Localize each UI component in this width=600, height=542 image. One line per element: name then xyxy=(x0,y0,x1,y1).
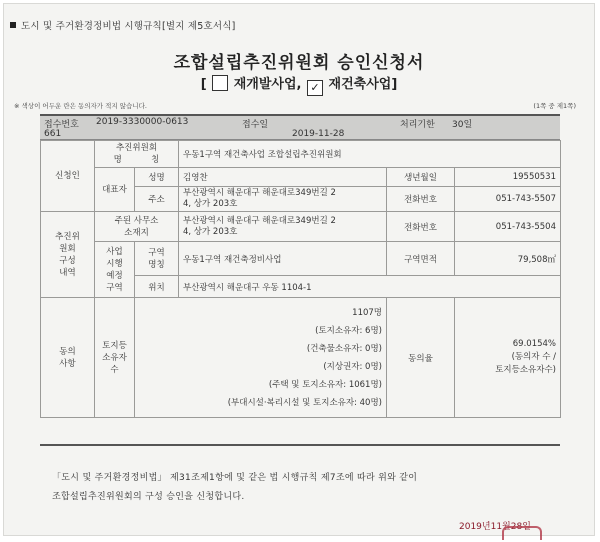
building-owners-count: (건축물소유자: 0명) xyxy=(306,343,382,354)
receipt-number-value: 2019-3330000-0613 xyxy=(96,117,189,127)
receipt-date-label: 접수일 xyxy=(242,120,269,130)
reconstruction-checkbox[interactable]: ✓ xyxy=(307,80,323,96)
address-value: 부산광역시 해운대구 해운대로349번길 2 4, 상가 203호 xyxy=(179,187,387,212)
zone-name-value: 우동1구역 재건축정비사업 xyxy=(179,242,387,276)
redevelopment-checkbox[interactable] xyxy=(212,75,228,91)
square-bullet-icon xyxy=(10,22,16,28)
office-phone-value: 051-743-5504 xyxy=(455,212,561,242)
seal-stamp-icon xyxy=(502,526,542,540)
location-label: 위치 xyxy=(135,276,179,298)
page-indicator: (1쪽 중 제1쪽) xyxy=(533,102,576,110)
table-row xyxy=(41,212,561,242)
location-value: 부산광역시 해운대구 우동 1104-1 xyxy=(179,276,561,298)
deadline-label: 처리기한 xyxy=(400,120,435,130)
owners-breakdown xyxy=(135,298,387,418)
reconstruction-label: 재건축사업] xyxy=(328,77,398,92)
project-area-label: 사업 시행 예정 구역 xyxy=(95,242,135,298)
committee-name-value: 우동1구역 재건축사업 조합설립추진위원회 xyxy=(179,141,561,168)
housing-land-owners-count: (주택 및 토지소유자: 1061명) xyxy=(268,379,382,390)
table-bottom-border xyxy=(40,444,560,446)
office-phone-label: 전화번호 xyxy=(387,212,455,242)
office-label: 주된 사무소 소재지 xyxy=(95,212,179,242)
application-date: 2019년11월28일 xyxy=(459,522,531,532)
declaration-line-1: 「도시 및 주거환경정비법」 제31조제1항에 및 같은 법 시행규칙 제7조에 따라 위와 같이 xyxy=(52,473,418,483)
committee-name-label: 추진위원회 명 칭 xyxy=(95,141,179,168)
table-row xyxy=(41,168,561,187)
table-row xyxy=(41,242,561,276)
consent-rate-label: 동의율 xyxy=(387,298,455,418)
name-label: 성명 xyxy=(135,168,179,187)
project-type-selector: [ 재개발사업, ✓ 재건축사업] xyxy=(200,77,398,94)
committee-section-label: 추진위 원회 구성 내역 xyxy=(41,212,95,298)
phone-value: 051-743-5507 xyxy=(455,187,561,212)
owners-count-label: 토지등 소유자 수 xyxy=(95,298,135,418)
shading-note: ※ 색상이 어두운 란은 동의자가 적지 않습니다. xyxy=(14,102,147,110)
receipt-date-value: 2019-11-28 xyxy=(292,129,345,139)
name-value: 김영찬 xyxy=(179,168,387,187)
declaration-line-2: 조합설립추진위원회의 구성 승인을 신청합니다. xyxy=(52,492,245,502)
application-table xyxy=(40,140,561,418)
land-owners-count: (토지소유자: 6명) xyxy=(315,325,382,336)
deadline-value: 30일 xyxy=(452,120,473,130)
redevelopment-label: 재개발사업, xyxy=(233,77,302,92)
birth-label: 생년월일 xyxy=(387,168,455,187)
office-value: 부산광역시 해운대구 해운대로349번길 2 4, 상가 203호 xyxy=(179,212,387,242)
surface-rights-count: (지상권자: 0명) xyxy=(323,361,382,372)
consent-rate-value: 69.0154% (동의자 수 / 토지등소유자수) xyxy=(455,298,561,418)
table-row xyxy=(41,141,561,168)
receipt-number-label: 접수번호 xyxy=(44,120,79,130)
table-row xyxy=(41,298,561,418)
address-label: 주소 xyxy=(135,187,179,212)
zone-area-value: 79,508㎡ xyxy=(455,242,561,276)
receipt-number-value-2: 661 xyxy=(44,129,62,139)
zone-name-label: 구역 명칭 xyxy=(135,242,179,276)
form-title: 조합설립추진위원회 승인신청서 xyxy=(173,53,425,73)
ancillary-owners-count: (부대시설·복리시설 및 토지소유자: 40명) xyxy=(227,397,382,408)
consent-section-label: 동의 사항 xyxy=(41,298,95,418)
zone-area-label: 구역면적 xyxy=(387,242,455,276)
receipt-header xyxy=(40,114,560,140)
representative-label: 대표자 xyxy=(95,168,135,212)
applicant-section-label: 신청인 xyxy=(41,141,95,212)
phone-label: 전화번호 xyxy=(387,187,455,212)
owners-total: 1107명 xyxy=(352,307,382,318)
application-form xyxy=(3,3,595,536)
birth-value: 19550531 xyxy=(455,168,561,187)
legal-reference: 도시 및 주거환경정비법 시행규칙[별지 제5호서식] xyxy=(10,18,235,32)
